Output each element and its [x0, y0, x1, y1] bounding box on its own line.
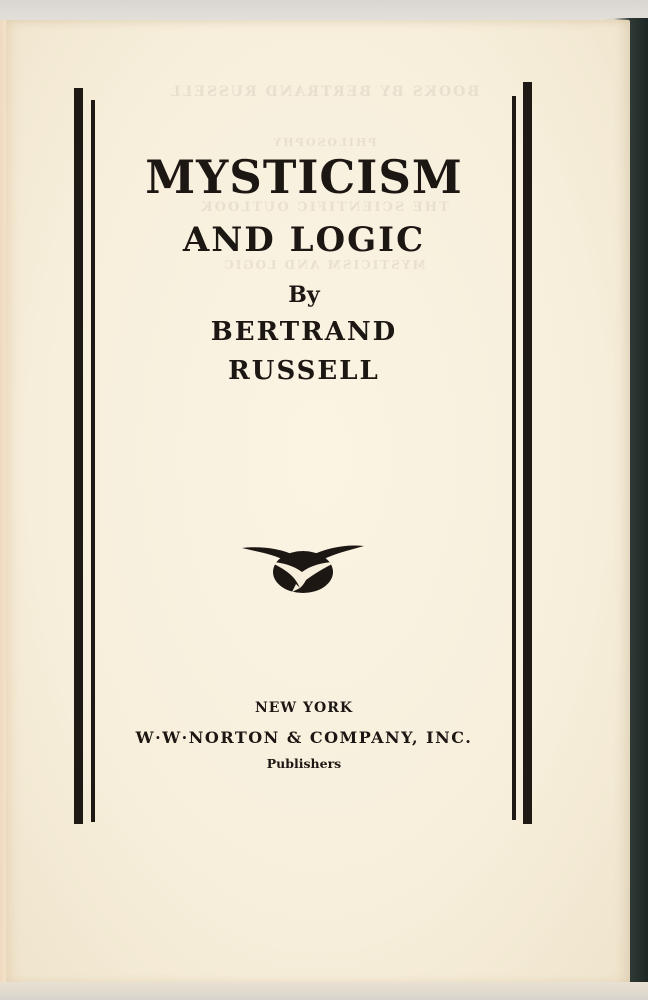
- publisher-name: W·W·NORTON & COMPANY, INC.: [135, 728, 473, 747]
- book-title-line-1: MYSTICISM: [145, 150, 463, 204]
- publication-place: NEW YORK: [254, 700, 354, 716]
- book-title-line-2: AND LOGIC: [182, 220, 426, 260]
- author-last-name: RUSSELL: [228, 356, 380, 386]
- background-bottom: [0, 982, 648, 1000]
- byline: By: [288, 282, 320, 308]
- publisher-role: Publishers: [266, 756, 342, 771]
- seabird-emblem-icon: [240, 540, 366, 598]
- author-first-name: BERTRAND: [210, 317, 398, 347]
